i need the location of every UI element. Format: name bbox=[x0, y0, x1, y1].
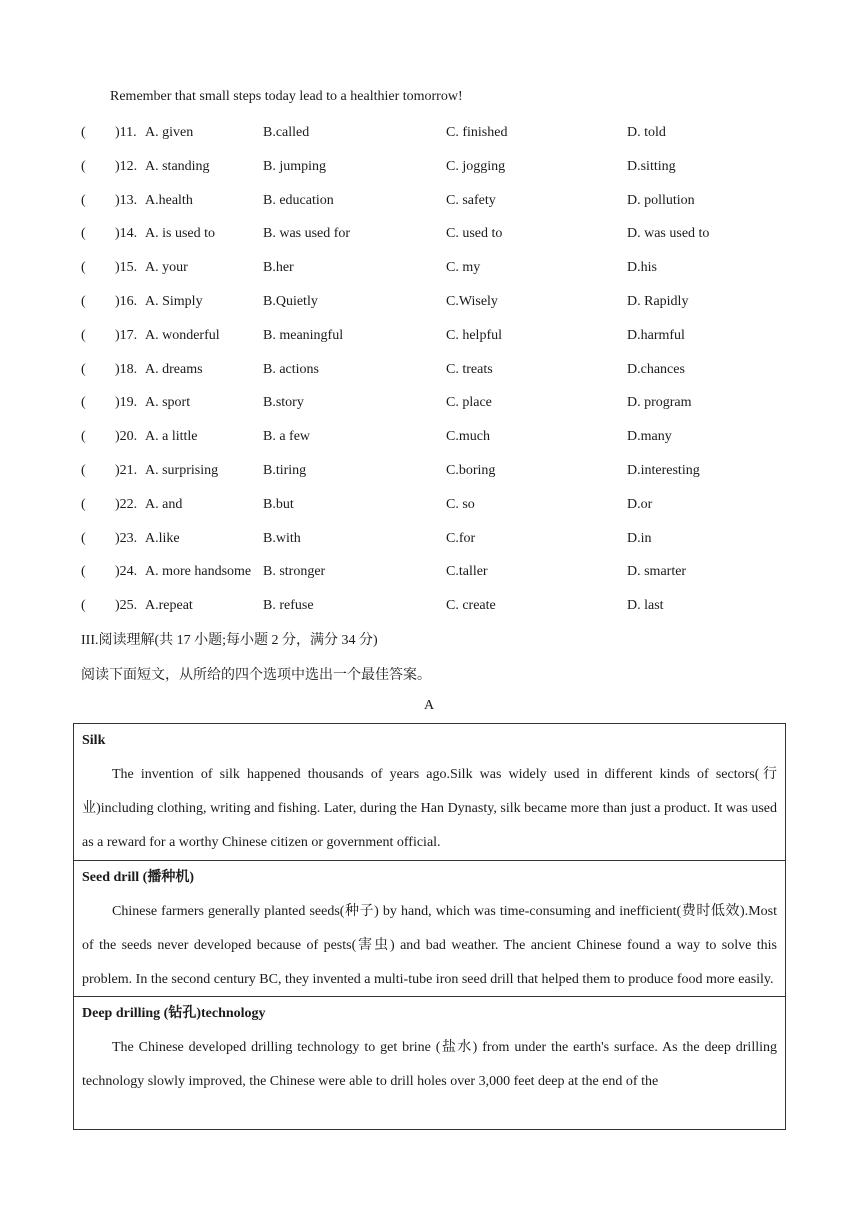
answer-blank[interactable]: ( bbox=[81, 125, 86, 140]
option-c: C.taller bbox=[446, 564, 488, 580]
option-b: B.her bbox=[263, 260, 294, 276]
answer-blank[interactable]: ( bbox=[81, 294, 86, 309]
passage-cell-seed-drill bbox=[74, 860, 785, 996]
option-c: C. so bbox=[446, 496, 475, 512]
option-a: A. given bbox=[145, 125, 194, 140]
question-number: )15. bbox=[115, 260, 138, 276]
option-b: B. actions bbox=[263, 361, 319, 377]
option-c: C.boring bbox=[446, 463, 496, 478]
question-number: )25. bbox=[115, 598, 138, 614]
answer-blank[interactable]: ( bbox=[81, 192, 86, 208]
option-c: C. jogging bbox=[446, 158, 506, 174]
passage-cell-deep-drilling bbox=[74, 996, 785, 1129]
question-row bbox=[0, 463, 860, 483]
option-d: D. pollution bbox=[627, 192, 695, 208]
cell-body: The Chinese developed drilling technology to get brine (盐水) from under the earth's surface. As the deep drilling technology slowly improved, the Chinese were able to drill holes over 3,000 feet deep at the end of the bbox=[82, 1040, 777, 1089]
answer-blank[interactable]: ( bbox=[81, 564, 86, 580]
option-b: B. refuse bbox=[263, 598, 314, 614]
option-c: C. my bbox=[446, 260, 481, 276]
answer-blank[interactable]: ( bbox=[81, 226, 86, 242]
option-d: D. smarter bbox=[627, 564, 687, 580]
option-d: D. last bbox=[627, 598, 664, 614]
option-a: A. and bbox=[145, 496, 183, 512]
option-b: B. was used for bbox=[263, 226, 351, 242]
question-row bbox=[0, 598, 860, 618]
question-number: )17. bbox=[115, 327, 138, 343]
option-b: B.with bbox=[263, 530, 301, 546]
option-c: C.Wisely bbox=[446, 294, 498, 309]
question-number: )18. bbox=[115, 361, 138, 377]
answer-blank[interactable]: ( bbox=[81, 463, 86, 478]
option-d: D.many bbox=[627, 429, 672, 445]
option-a: A. surprising bbox=[145, 463, 219, 478]
question-number: )16. bbox=[115, 294, 138, 309]
option-a: A.like bbox=[145, 530, 180, 546]
option-c: C. helpful bbox=[446, 327, 502, 343]
option-a: A. wonderful bbox=[145, 327, 220, 343]
option-d: D.harmful bbox=[627, 327, 685, 343]
option-b: B.Quietly bbox=[263, 294, 318, 309]
option-a: A. your bbox=[145, 260, 188, 276]
answer-blank[interactable]: ( bbox=[81, 260, 86, 276]
question-row bbox=[0, 497, 860, 517]
option-d: D. was used to bbox=[627, 226, 710, 242]
cell-body: Chinese farmers generally planted seeds(种子) by hand, which was time-consuming and inefficient(费时低效).Most of the seeds never developed because of pests(害虫) and bad weather. The ancient Chinese found a way to solve this problem. In the second century BC, they invented a multi-tube iron seed drill that helped them to produce food more easily. bbox=[82, 904, 777, 987]
option-d: D.sitting bbox=[627, 158, 676, 174]
option-b: B.called bbox=[263, 125, 310, 140]
answer-blank[interactable]: ( bbox=[81, 395, 86, 411]
answer-blank[interactable]: ( bbox=[81, 158, 86, 174]
option-d: D. Rapidly bbox=[627, 294, 689, 309]
option-d: D.chances bbox=[627, 361, 685, 377]
option-d: D. program bbox=[627, 395, 692, 411]
answer-blank[interactable]: ( bbox=[81, 361, 86, 377]
question-number: )19. bbox=[115, 395, 138, 411]
option-c: C. create bbox=[446, 598, 496, 614]
cell-title: Seed drill (播种机) bbox=[82, 870, 194, 885]
option-c: C.much bbox=[446, 429, 490, 445]
question-row bbox=[0, 362, 860, 382]
option-a: A.repeat bbox=[145, 598, 193, 614]
question-row bbox=[0, 328, 860, 348]
answer-blank[interactable]: ( bbox=[81, 530, 86, 546]
option-c: C. place bbox=[446, 395, 492, 411]
question-row bbox=[0, 395, 860, 415]
question-number: )24. bbox=[115, 564, 138, 580]
cell-body: The invention of silk happened thousands of years ago.Silk was widely used in different kinds of sectors(行业)including clothing, writing and fishing. Later, during the Han Dynasty, silk became more than just a product. It was used as a reward for a worthy Chinese citizen or government official. bbox=[82, 767, 777, 850]
option-c: C. treats bbox=[446, 361, 493, 377]
passage-letter: A bbox=[424, 698, 435, 713]
answer-blank[interactable]: ( bbox=[81, 496, 86, 512]
question-number: )11. bbox=[115, 125, 137, 140]
question-number: )20. bbox=[115, 429, 138, 445]
question-number: )22. bbox=[115, 496, 138, 512]
option-d: D.in bbox=[627, 530, 652, 546]
question-row bbox=[0, 294, 860, 314]
option-b: B.but bbox=[263, 496, 294, 512]
option-a: A. sport bbox=[145, 395, 191, 411]
question-row bbox=[0, 226, 860, 246]
option-c: C. finished bbox=[446, 125, 508, 140]
option-c: C. used to bbox=[446, 226, 503, 242]
option-b: B.story bbox=[263, 395, 304, 411]
answer-blank[interactable]: ( bbox=[81, 327, 86, 343]
option-b: B.tiring bbox=[263, 463, 307, 478]
option-c: C. safety bbox=[446, 192, 496, 208]
option-a: A. more handsome bbox=[145, 564, 252, 580]
option-b: B. stronger bbox=[263, 564, 326, 580]
option-b: B. education bbox=[263, 192, 334, 208]
question-row bbox=[0, 193, 860, 213]
question-number: )21. bbox=[115, 463, 138, 478]
question-row bbox=[0, 159, 860, 179]
cell-title: Silk bbox=[82, 733, 106, 748]
option-a: A. standing bbox=[145, 158, 210, 174]
option-c: C.for bbox=[446, 530, 476, 546]
option-d: D.his bbox=[627, 260, 657, 276]
question-row bbox=[0, 429, 860, 449]
option-a: A. a little bbox=[145, 429, 198, 445]
answer-blank[interactable]: ( bbox=[81, 598, 86, 614]
answer-blank[interactable]: ( bbox=[81, 429, 86, 445]
question-row bbox=[0, 531, 860, 551]
passage-cell-silk bbox=[74, 724, 785, 860]
intro-sentence: Remember that small steps today lead to a healthier tomorrow! bbox=[110, 89, 463, 104]
question-row bbox=[0, 125, 860, 145]
option-d: D.or bbox=[627, 496, 653, 512]
cell-title: Deep drilling (钻孔)technology bbox=[82, 1006, 266, 1021]
question-number: )12. bbox=[115, 158, 138, 174]
passage-table bbox=[73, 723, 786, 1130]
option-a: A. Simply bbox=[145, 294, 203, 309]
instruction-text: 阅读下面短文，从所给的四个选项中选出一个最佳答案。 bbox=[81, 668, 431, 683]
question-number: )23. bbox=[115, 530, 138, 546]
question-row bbox=[0, 564, 860, 584]
option-b: B. meaningful bbox=[263, 327, 344, 343]
option-b: B. a few bbox=[263, 429, 311, 445]
option-d: D.interesting bbox=[627, 463, 700, 478]
question-row bbox=[0, 260, 860, 280]
question-number: )13. bbox=[115, 192, 138, 208]
question-number: )14. bbox=[115, 226, 138, 242]
option-d: D. told bbox=[627, 125, 666, 140]
option-a: A. dreams bbox=[145, 361, 203, 377]
option-a: A.health bbox=[145, 192, 193, 208]
section-title: III.阅读理解(共 17 小题;每小题 2 分，满分 34 分) bbox=[81, 633, 378, 648]
option-b: B. jumping bbox=[263, 158, 327, 174]
option-a: A. is used to bbox=[145, 226, 215, 242]
